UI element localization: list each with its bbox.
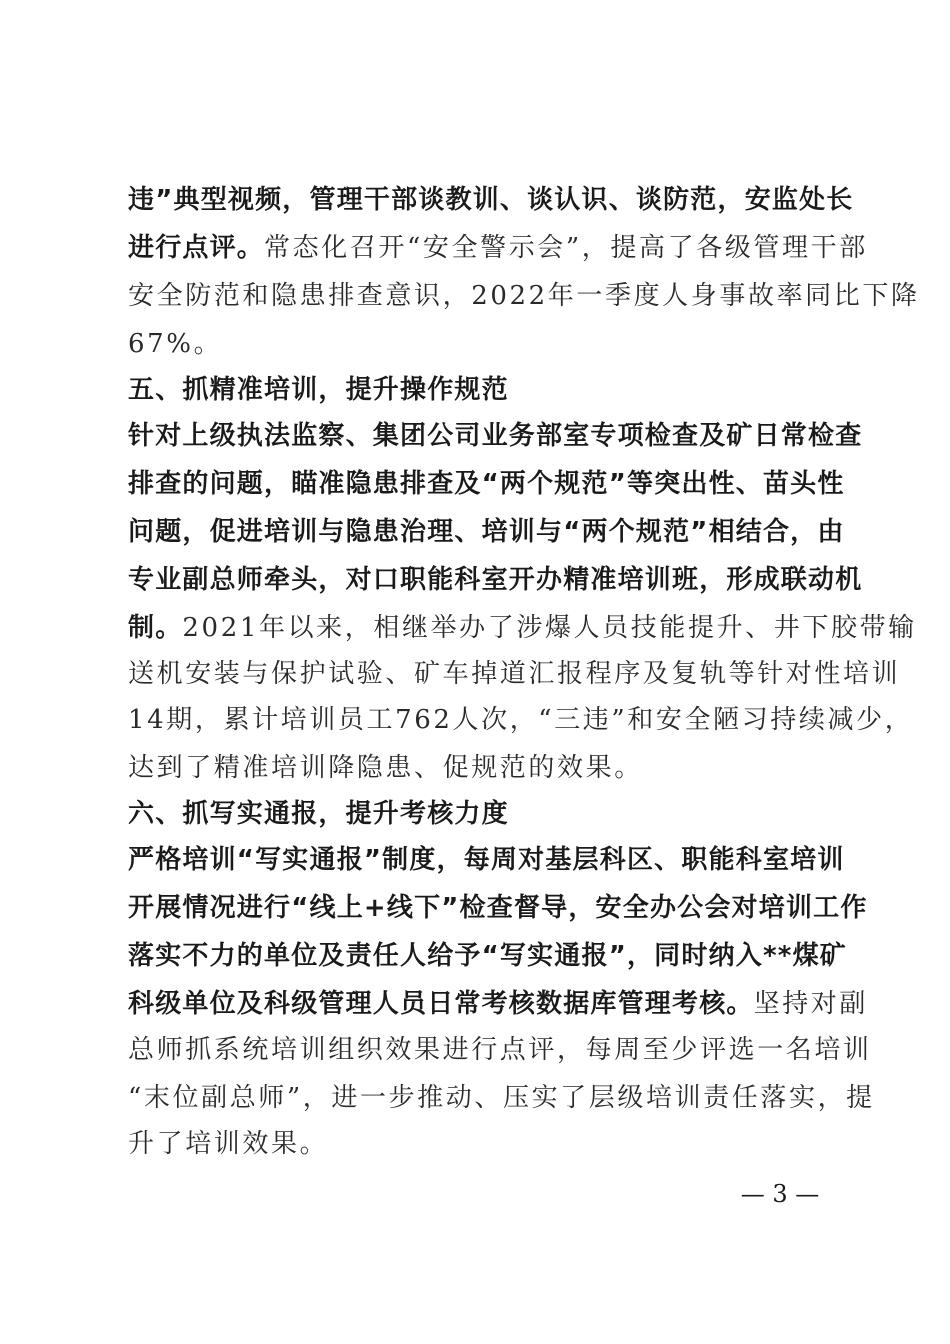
text-line: 违”典型视频，管理干部谈教训、谈认识、谈防范，安监处长 bbox=[128, 185, 854, 215]
text-line: 排查的问题，瞄准隐患排查及“两个规范”等突出性、苗头性 bbox=[128, 469, 845, 499]
text-line: 达到了精准培训降隐患、促规范的效果。 bbox=[128, 753, 643, 783]
text-line: 专业副总师牵头，对口职能科室开办精准培训班，形成联动机 bbox=[128, 565, 863, 595]
text-line: “末位副总师”，进一步推动、压实了层级培训责任落实，提 bbox=[128, 1083, 875, 1113]
text-line: 14期，累计培训员工762人次，“三违”和安全陋习持续减少， bbox=[128, 705, 914, 735]
section-heading: 六、抓写实通报，提升考核力度 bbox=[128, 799, 509, 829]
text-line bbox=[128, 230, 868, 266]
text-line: 开展情况进行“线上+线下”检查督导，安全办公会对培训工作 bbox=[128, 893, 868, 923]
text-span: 2021年以来，相继举办了涉爆人员技能提升、井下胶带输 bbox=[182, 613, 917, 643]
text-line: 送机安装与保护试验、矿车掉道汇报程序及复轨等针对性培训 bbox=[128, 659, 901, 689]
text-line: 严格培训“写实通报”制度，每周对基层科区、职能科室培训 bbox=[128, 845, 845, 875]
text-span: 常态化召开“安全警示会”，提高了各级管理干部 bbox=[264, 233, 868, 263]
text-line: 67%。 bbox=[128, 329, 223, 359]
text-line: 安全防范和隐患排查意识，2022年一季度人身事故率同比下降 bbox=[128, 281, 920, 311]
text-line bbox=[128, 986, 869, 1022]
text-span: 制。 bbox=[128, 613, 183, 643]
text-span: 科级单位及科级管理人员日常考核数据库管理考核。 bbox=[128, 989, 754, 1019]
section-heading: 五、抓精准培训，提升操作规范 bbox=[128, 375, 509, 405]
text-span: 进行点评。 bbox=[128, 233, 265, 263]
text-line bbox=[128, 610, 917, 646]
text-line: 落实不力的单位及责任人给予“写实通报”，同时纳入**煤矿 bbox=[128, 941, 847, 971]
text-span: 坚持对副 bbox=[753, 989, 869, 1019]
text-line: 针对上级执法监察、集团公司业务部室专项检查及矿日常检查 bbox=[128, 421, 863, 451]
text-line: 总师抓系统培训组织效果进行点评，每周至少评选一名培训 bbox=[128, 1035, 872, 1065]
text-line: 问题，促进培训与隐患治理、培训与“两个规范”相结合，由 bbox=[128, 517, 845, 547]
text-line: 升了培训效果。 bbox=[128, 1129, 329, 1159]
page-number: — 3 — bbox=[740, 1180, 820, 1208]
